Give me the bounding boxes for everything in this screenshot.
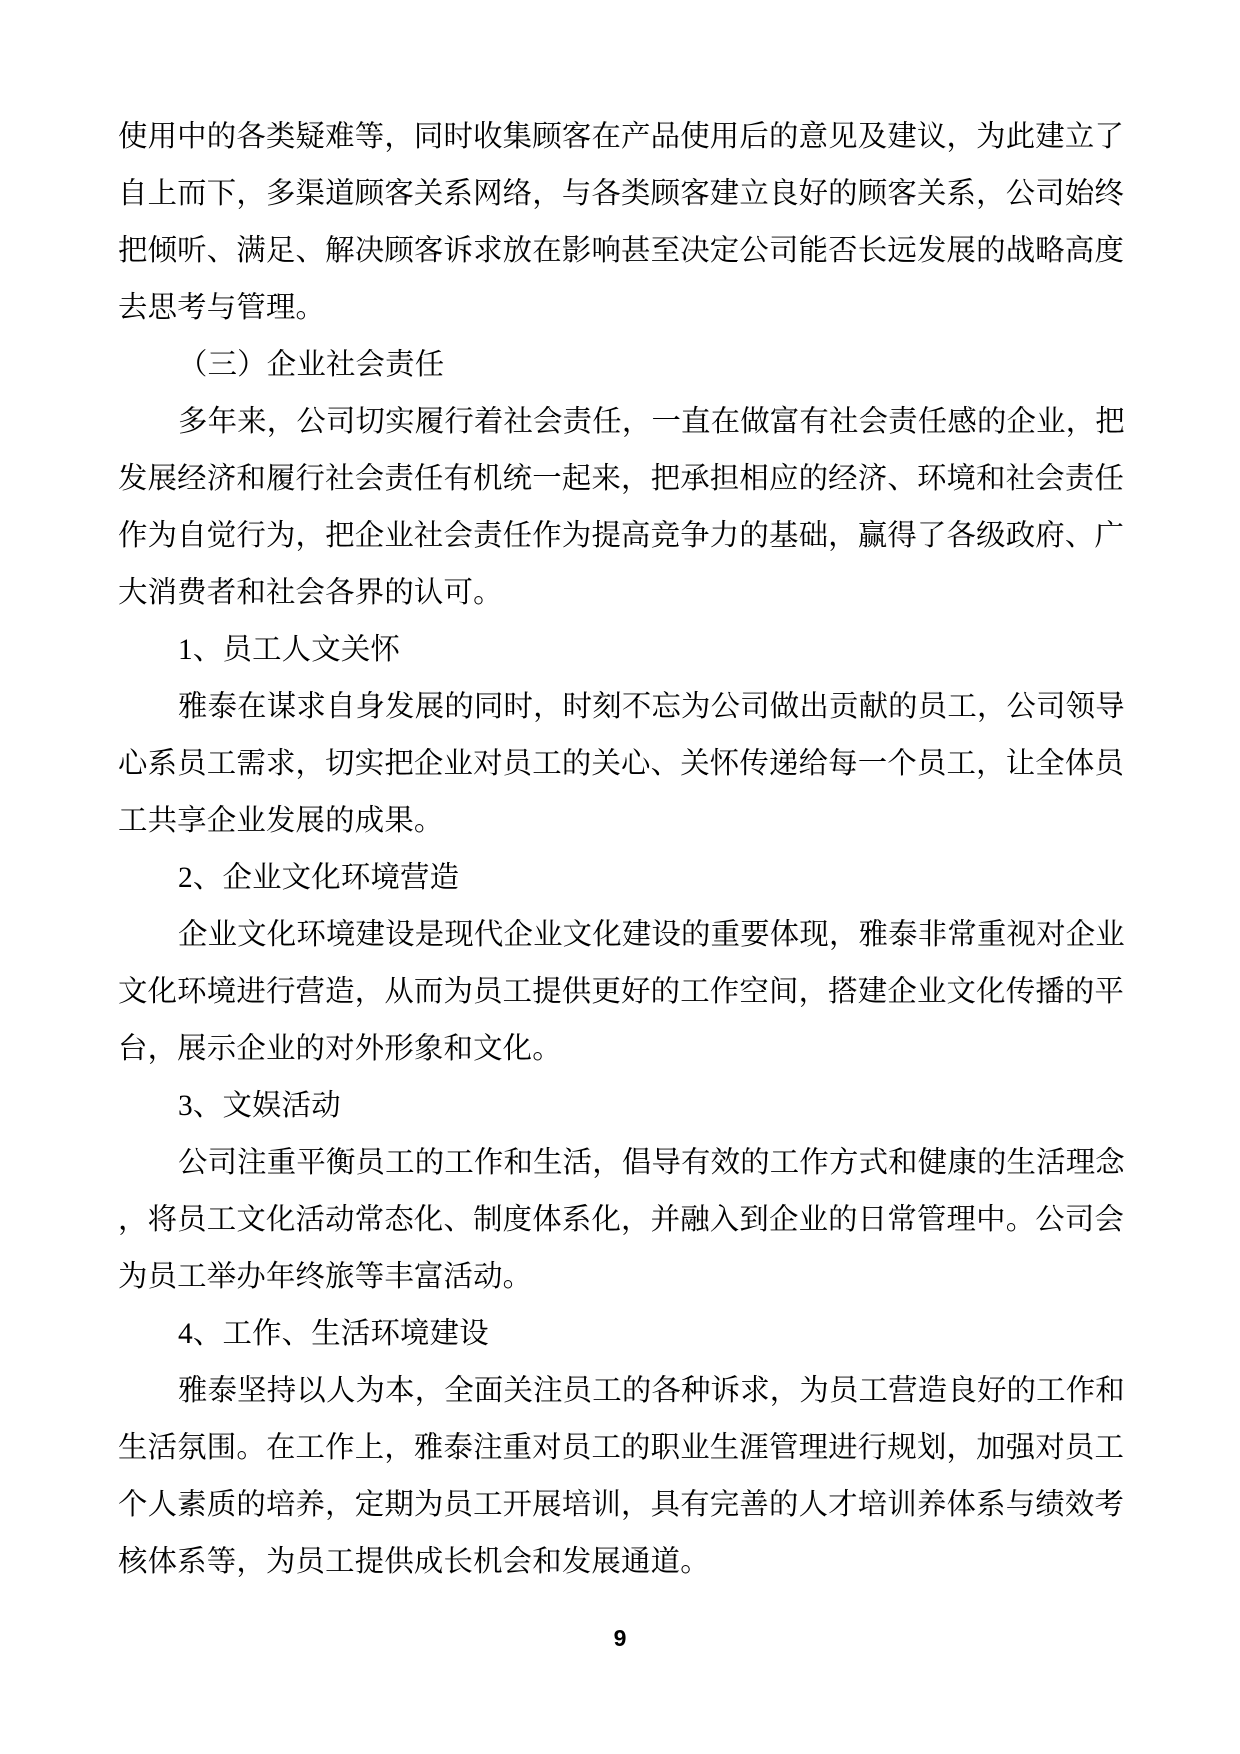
text-line: 多年来，公司切实履行着社会责任，一直在做富有社会责任感的企业，把 (178, 406, 1125, 438)
text-line: 个人素质的培养，定期为员工开展培训，具有完善的人才培训养体系与绩效考 (118, 1489, 1125, 1521)
text-line: ，将员工文化活动常态化、制度体系化，并融入到企业的日常管理中。公司会 (118, 1204, 1125, 1236)
paragraph (118, 1363, 1125, 1591)
text-line: 心系员工需求，切实把企业对员工的关心、关怀传递给每一个员工，让全体员 (118, 748, 1125, 780)
text-line: 台，展示企业的对外形象和文化。 (118, 1033, 562, 1065)
text-line: 雅泰坚持以人为本，全面关注员工的各种诉求，为员工营造良好的工作和 (178, 1375, 1125, 1407)
paragraph (118, 907, 1125, 1078)
paragraph-heading (118, 337, 1118, 394)
text-line: 4、工作、生活环境建设 (178, 1318, 489, 1350)
text-line: 使用中的各类疑难等，同时收集顾客在产品使用后的意见及建议，为此建立了 (118, 121, 1125, 153)
paragraph (118, 394, 1125, 622)
text-line: 公司注重平衡员工的工作和生活，倡导有效的工作方式和健康的生活理念 (178, 1147, 1125, 1179)
paragraph-heading (118, 850, 1118, 907)
text-line: 文化环境进行营造，从而为员工提供更好的工作空间，搭建企业文化传播的平 (118, 976, 1125, 1008)
paragraph (118, 1135, 1125, 1306)
text-line: 去思考与管理。 (118, 292, 326, 324)
text-line: 2、企业文化环境营造 (178, 862, 460, 894)
paragraph (118, 679, 1125, 850)
text-line: 核体系等，为员工提供成长机会和发展通道。 (118, 1546, 710, 1578)
text-line: 企业文化环境建设是现代企业文化建设的重要体现，雅泰非常重视对企业 (178, 919, 1125, 951)
text-line: 大消费者和社会各界的认可。 (118, 577, 503, 609)
text-line: 为员工举办年终旅等丰富活动。 (118, 1261, 533, 1293)
paragraph-heading (118, 1306, 1118, 1363)
text-line: 雅泰在谋求自身发展的同时，时刻不忘为公司做出贡献的员工，公司领导 (178, 691, 1125, 723)
text-line: 1、员工人文关怀 (178, 634, 401, 666)
page-number: 9 (613, 1625, 627, 1651)
text-line: 把倾听、满足、解决顾客诉求放在影响甚至决定公司能否长远发展的战略高度 (118, 235, 1125, 267)
text-line: 自上而下，多渠道顾客关系网络，与各类顾客建立良好的顾客关系，公司始终 (118, 178, 1125, 210)
text-line: 工共享企业发展的成果。 (118, 805, 444, 837)
text-line: 作为自觉行为，把企业社会责任作为提高竞争力的基础，赢得了各级政府、广 (118, 520, 1125, 552)
text-line: 生活氛围。在工作上，雅泰注重对员工的职业生涯管理进行规划，加强对员工 (118, 1432, 1125, 1464)
paragraph-heading (118, 622, 1118, 679)
text-line: 发展经济和履行社会责任有机统一起来，把承担相应的经济、环境和社会责任 (118, 463, 1125, 495)
text-line: （三）企业社会责任 (178, 349, 445, 381)
paragraph (118, 109, 1125, 337)
document-body (118, 109, 1125, 1591)
text-line: 3、文娱活动 (178, 1090, 341, 1122)
paragraph-heading (118, 1078, 1118, 1135)
